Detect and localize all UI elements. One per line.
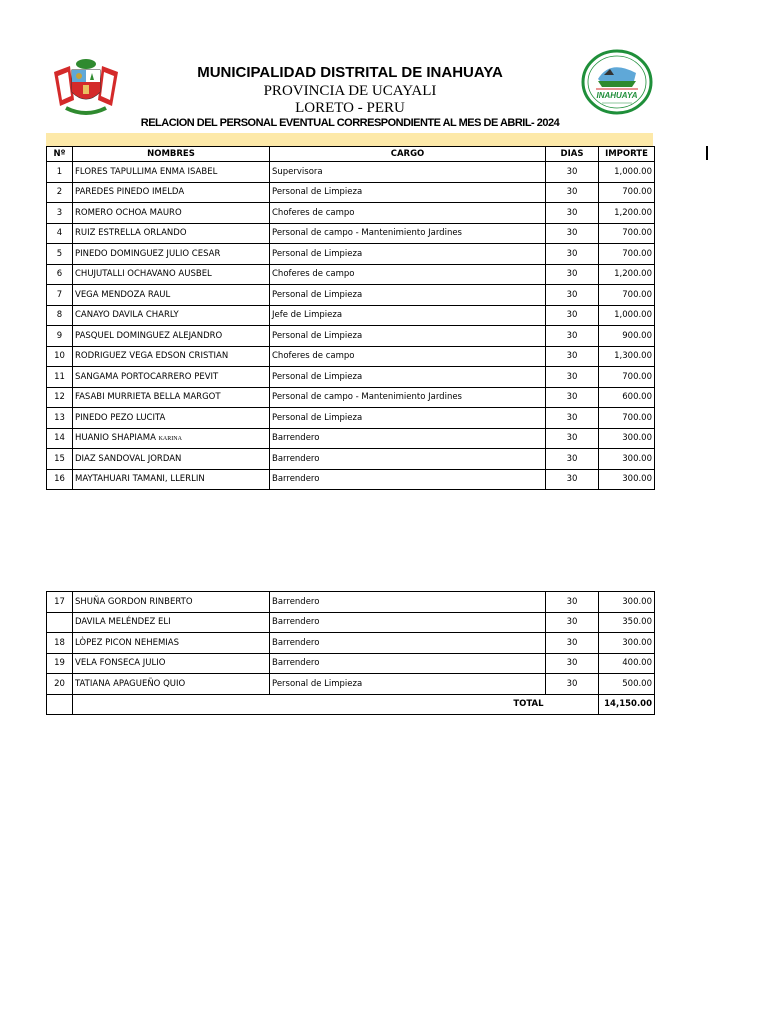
col-importe-header: IMPORTE <box>599 147 655 162</box>
name-text: HUANIO SHAPIAMA <box>75 433 159 444</box>
table-row <box>47 244 655 265</box>
table-row <box>47 387 655 408</box>
name-annotation: KARINA <box>158 436 182 443</box>
row-nombre: RODRIGUEZ VEGA EDSON CRISTIAN <box>73 346 270 367</box>
row-dias: 30 <box>546 244 599 265</box>
row-dias: 30 <box>546 449 599 470</box>
row-dias: 30 <box>546 182 599 203</box>
row-dias: 30 <box>546 612 599 633</box>
row-importe: 300.00 <box>599 428 655 449</box>
row-number: 6 <box>47 264 73 285</box>
col-cargo-header: CARGO <box>270 147 546 162</box>
row-number: 3 <box>47 203 73 224</box>
row-number: 18 <box>47 633 73 654</box>
table-row <box>47 182 655 203</box>
row-number: 1 <box>47 162 73 183</box>
row-dias: 30 <box>546 285 599 306</box>
row-nombre: TATIANA APAGUEÑO QUIO <box>73 674 270 695</box>
row-number: 20 <box>47 674 73 695</box>
row-importe: 1,200.00 <box>599 203 655 224</box>
row-dias: 30 <box>546 346 599 367</box>
row-importe: 700.00 <box>599 408 655 429</box>
row-nombre: ROMERO OCHOA MAURO <box>73 203 270 224</box>
row-cargo: Personal de campo - Mantenimiento Jardines <box>270 387 546 408</box>
row-importe: 300.00 <box>599 449 655 470</box>
row-number: 10 <box>47 346 73 367</box>
row-cargo: Jefe de Limpieza <box>270 305 546 326</box>
row-dias: 30 <box>546 469 599 490</box>
table-row <box>47 408 655 429</box>
col-dias-header: DIAS <box>546 147 599 162</box>
row-dias: 30 <box>546 674 599 695</box>
row-nombre: CHUJUTALLI OCHAVANO AUSBEL <box>73 264 270 285</box>
table-row <box>47 264 655 285</box>
row-nombre: FLORES TAPULLIMA ENMA ISABEL <box>73 162 270 183</box>
row-dias: 30 <box>546 592 599 613</box>
row-number: 17 <box>47 592 73 613</box>
table-row <box>47 592 655 613</box>
row-importe: 1,000.00 <box>599 162 655 183</box>
row-cargo: Personal de Limpieza <box>270 244 546 265</box>
row-cargo: Barrendero <box>270 653 546 674</box>
row-importe: 300.00 <box>599 469 655 490</box>
row-dias: 30 <box>546 387 599 408</box>
row-dias: 30 <box>546 408 599 429</box>
row-number: 5 <box>47 244 73 265</box>
row-nombre: LÒPEZ PICON NEHEMIAS <box>73 633 270 654</box>
table-row <box>47 203 655 224</box>
row-number: 4 <box>47 223 73 244</box>
table-header-row <box>47 147 655 162</box>
row-nombre: PINEDO PEZO LUCITA <box>73 408 270 429</box>
row-dias: 30 <box>546 223 599 244</box>
table-row <box>47 653 655 674</box>
row-number: 19 <box>47 653 73 674</box>
row-number: 13 <box>47 408 73 429</box>
row-nombre: DAVILA MELÉNDEZ ELI <box>73 612 270 633</box>
row-number: 7 <box>47 285 73 306</box>
row-importe: 300.00 <box>599 633 655 654</box>
row-dias: 30 <box>546 264 599 285</box>
total-label: TOTAL <box>73 694 546 715</box>
table-row <box>47 469 655 490</box>
row-cargo: Barrendero <box>270 449 546 470</box>
row-number: 8 <box>47 305 73 326</box>
row-importe: 700.00 <box>599 367 655 388</box>
table-row <box>47 428 655 449</box>
row-dias: 30 <box>546 305 599 326</box>
col-nombres-header: NOMBRES <box>73 147 270 162</box>
table-row <box>47 162 655 183</box>
row-number: 15 <box>47 449 73 470</box>
col-num-header: Nº <box>47 147 73 162</box>
personnel-table-continued <box>46 591 655 715</box>
row-nombre: SANGAMA PORTOCARRERO PEVIT <box>73 367 270 388</box>
row-dias: 30 <box>546 326 599 347</box>
row-importe: 600.00 <box>599 387 655 408</box>
table-row <box>47 367 655 388</box>
row-cargo: Choferes de campo <box>270 346 546 367</box>
row-cargo: Personal de campo - Mantenimiento Jardines <box>270 223 546 244</box>
row-dias: 30 <box>546 162 599 183</box>
province-title: PROVINCIA DE UCAYALI <box>263 83 437 99</box>
header-band <box>46 133 653 146</box>
table-row <box>47 305 655 326</box>
row-importe: 1,300.00 <box>599 346 655 367</box>
row-dias: 30 <box>546 203 599 224</box>
row-importe: 700.00 <box>599 244 655 265</box>
region-title: LORETO - PERU <box>295 100 405 116</box>
row-importe: 500.00 <box>599 674 655 695</box>
row-dias: 30 <box>546 633 599 654</box>
table-row <box>47 346 655 367</box>
row-importe: 700.00 <box>599 285 655 306</box>
row-cargo: Barrendero <box>270 469 546 490</box>
row-number: 2 <box>47 182 73 203</box>
row-cargo: Barrendero <box>270 612 546 633</box>
logo-text: INAHUAYA <box>596 91 638 100</box>
row-importe: 700.00 <box>599 223 655 244</box>
table-row <box>47 223 655 244</box>
table-row <box>47 449 655 470</box>
page-title: MUNICIPALIDAD DISTRITAL DE INAHUAYA <box>197 64 503 81</box>
row-importe: 350.00 <box>599 612 655 633</box>
row-cargo: Personal de Limpieza <box>270 408 546 429</box>
row-nombre: PAREDES PINEDO IMELDA <box>73 182 270 203</box>
row-number: 11 <box>47 367 73 388</box>
row-number: 9 <box>47 326 73 347</box>
row-nombre <box>73 428 270 449</box>
table-row <box>47 633 655 654</box>
row-importe: 400.00 <box>599 653 655 674</box>
row-dias: 30 <box>546 653 599 674</box>
row-dias: 30 <box>546 367 599 388</box>
row-nombre: VELA FONSECA JULIO <box>73 653 270 674</box>
row-importe: 900.00 <box>599 326 655 347</box>
row-cargo: Personal de Limpieza <box>270 674 546 695</box>
row-nombre: PINEDO DOMINGUEZ JULIO CESAR <box>73 244 270 265</box>
row-number <box>47 612 73 633</box>
row-cargo: Personal de Limpieza <box>270 182 546 203</box>
total-value: 14,150.00 <box>599 694 655 715</box>
row-importe: 1,200.00 <box>599 264 655 285</box>
row-importe: 700.00 <box>599 182 655 203</box>
row-cargo: Choferes de campo <box>270 264 546 285</box>
personnel-table <box>46 146 655 490</box>
total-num-cell <box>47 694 73 715</box>
row-cargo: Supervisora <box>270 162 546 183</box>
row-number: 12 <box>47 387 73 408</box>
row-cargo: Personal de Limpieza <box>270 326 546 347</box>
row-nombre: PASQUEL DOMINGUEZ ALEJANDRO <box>73 326 270 347</box>
row-importe: 1,000.00 <box>599 305 655 326</box>
total-row <box>47 694 655 715</box>
row-cargo: Personal de Limpieza <box>270 285 546 306</box>
total-gap-cell <box>546 694 599 715</box>
table-row <box>47 612 655 633</box>
table-row <box>47 674 655 695</box>
row-nombre: FASABI MURRIETA BELLA MARGOT <box>73 387 270 408</box>
table-row <box>47 326 655 347</box>
row-importe: 300.00 <box>599 592 655 613</box>
table-row <box>47 285 655 306</box>
report-subtitle: RELACION DEL PERSONAL EVENTUAL CORRESPONDIENTE AL MES DE ABRIL- 2024 <box>140 117 560 129</box>
row-nombre: SHUÑA GORDON RINBERTO <box>73 592 270 613</box>
row-nombre: VEGA MENDOZA RAUL <box>73 285 270 306</box>
row-nombre: CANAYO DAVILA CHARLY <box>73 305 270 326</box>
row-number: 14 <box>47 428 73 449</box>
row-number: 16 <box>47 469 73 490</box>
row-cargo: Barrendero <box>270 633 546 654</box>
row-cargo: Choferes de campo <box>270 203 546 224</box>
row-nombre: DIAZ SANDOVAL JORDAN <box>73 449 270 470</box>
row-cargo: Personal de Limpieza <box>270 367 546 388</box>
row-cargo: Barrendero <box>270 428 546 449</box>
row-dias: 30 <box>546 428 599 449</box>
row-cargo: Barrendero <box>270 592 546 613</box>
row-nombre: MAYTAHUARI TAMANI, LLERLIN <box>73 469 270 490</box>
text-cursor <box>706 146 708 160</box>
row-nombre: RUIZ ESTRELLA ORLANDO <box>73 223 270 244</box>
